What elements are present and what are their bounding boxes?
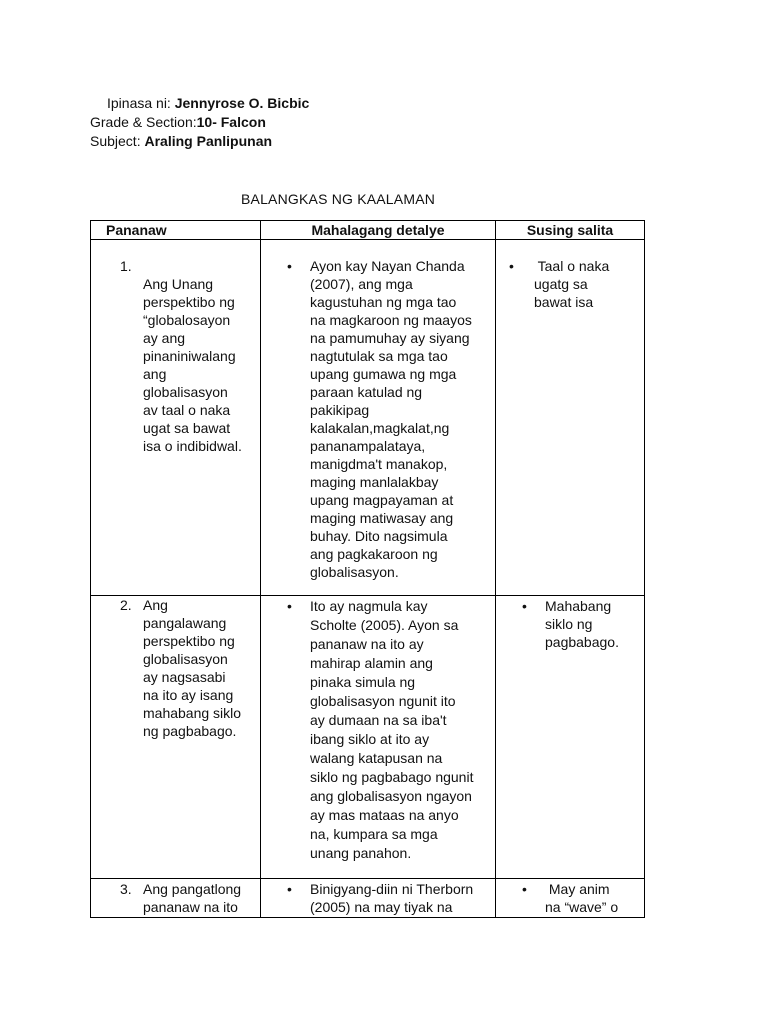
outline-table [90,220,645,918]
text-line: Ayon kay Nayan Chanda [310,258,465,274]
bullet: • [287,881,292,897]
text-line: bawat isa [534,294,594,310]
bullet: • [287,598,292,614]
text-line: globalisasyon ngunit ito [310,693,456,709]
text-line: globalisasyon [143,651,228,667]
table-row [91,596,645,879]
bullet: • [287,258,292,274]
text-line: unang panahon. [310,845,412,861]
submitted-label: Ipinasa ni: [107,95,175,111]
text-line: na, kumpara sa mga [310,826,438,842]
text-line: upang magpayaman at [310,492,454,508]
text-line: perspektibo ng [143,294,235,310]
text-line: siklo ng [545,616,593,632]
numbered-item [91,880,260,916]
header-detalye: Mahalagang detalye [261,221,496,240]
text-line: ang [143,366,167,382]
subject-line [90,131,272,151]
text-line: ugat sa bawat [143,420,231,436]
item-number: 2. [120,597,132,613]
pananaw-cell [91,240,261,596]
bullet: • [509,258,514,274]
submitted-by-line [107,93,309,113]
text-line: Ang Unang [143,276,214,292]
text-line: mahirap alamin ang [310,655,433,671]
susing-cell [496,240,645,596]
susing-cell [496,596,645,879]
text-line: ibang siklo at ito ay [310,731,430,747]
student-name: Jennyrose O. Bicbic [174,95,310,111]
bullet: • [522,598,527,614]
text-line: Mahabang [545,598,612,614]
text-line: pangalawang [143,615,227,631]
text-line: pinaniniwalang [143,348,236,364]
text-line: na magkaroon ng maayos [310,312,472,328]
text-line: siklo ng pagbabago ngunit [310,769,474,785]
text-line: ay ang [143,330,186,346]
text-line: globalisasyon [143,384,228,400]
text-line: kalakalan,magkalat,ng [310,420,450,436]
text-line: (2005) na may tiyak na [310,899,453,915]
text-line: perspektibo ng [143,633,235,649]
text-line: pinaka simula ng [310,674,416,690]
text-line: Scholte (2005). Ayon sa [310,617,459,633]
text-line: Ang pangatlong [143,881,242,897]
bullet: • [522,881,527,897]
text-line: “globalosayon [143,312,231,328]
bullet-item [261,597,495,863]
numbered-item [91,257,260,455]
text-line: isa o indibidwal. [143,438,242,454]
text-line: pananaw na ito ay [310,636,424,652]
text-line: pananaw na ito [143,899,238,915]
bullet-item [496,597,644,651]
text-line: ang globalisasyon ngayon [310,788,472,804]
item-number: 1. [120,258,132,274]
subject-label: Subject: [90,133,145,149]
pananaw-cell [91,596,261,879]
text-line: Ito ay nagmula kay [310,598,428,614]
text-line: mahabang siklo [143,705,242,721]
detalye-cell [261,879,496,918]
header-susing: Susing salita [496,221,645,240]
text-line: upang gumawa ng mga [310,366,457,382]
subject-value: Araling Panlipunan [144,133,273,149]
text-line: buhay. Dito nagsimula [310,528,448,544]
text-line: pananampalataya, [310,438,426,454]
text-line: ang pagkakaroon ng [310,546,438,562]
text-line: paraan katulad ng [310,384,423,400]
text-line: ay nagsasabi [143,669,226,685]
detalye-cell [261,240,496,596]
document-title: BALANGKAS NG KAALAMAN [241,191,436,207]
text-line: maging matiwasay ang [310,510,454,526]
header-pananaw: Pananaw [91,221,261,240]
text-line: pagbabago. [545,634,619,650]
bullet-item [496,257,644,311]
table-header-row [91,221,645,240]
text-line: pakikipag [310,402,370,418]
bullet-item [496,880,644,916]
text-line: na “wave” o [545,899,619,915]
text-line: nagtutulak sa mga tao [310,348,448,364]
detalye-cell [261,596,496,879]
text-line: manigdma't manakop, [310,456,448,472]
text-line: av taal o naka [143,402,231,418]
text-line: ng pagbabago. [143,723,237,739]
table-row [91,879,645,918]
numbered-item [91,596,260,740]
text-line: maging manlalakbay [310,474,439,490]
text-line: walang katapusan na [310,750,443,766]
text-line: Binigyang-diin ni Therborn [310,881,474,897]
text-line: kagustuhan ng mga tao [310,294,457,310]
text-line: ay mas mataas na anyo [310,807,459,823]
item-number: 3. [120,881,132,897]
susing-cell [496,879,645,918]
grade-section-line [90,112,266,132]
table-row [91,240,645,596]
text-line: Ang [143,597,168,613]
grade-value: 10- Falcon [196,114,266,130]
bullet-item [261,257,495,581]
bullet-item [261,880,495,916]
pananaw-cell [91,879,261,918]
text-line: na ito ay isang [143,687,234,703]
text-line: Taal o naka [534,258,610,274]
text-line: ay dumaan na sa iba't [310,712,447,728]
grade-label: Grade & Section: [90,114,197,130]
text-line: May anim [545,881,610,897]
text-line: (2007), ang mga [310,276,413,292]
text-line: globalisasyon. [310,564,399,580]
text-line: ugatg sa [534,276,588,292]
text-line: na pamumuhay ay siyang [310,330,470,346]
